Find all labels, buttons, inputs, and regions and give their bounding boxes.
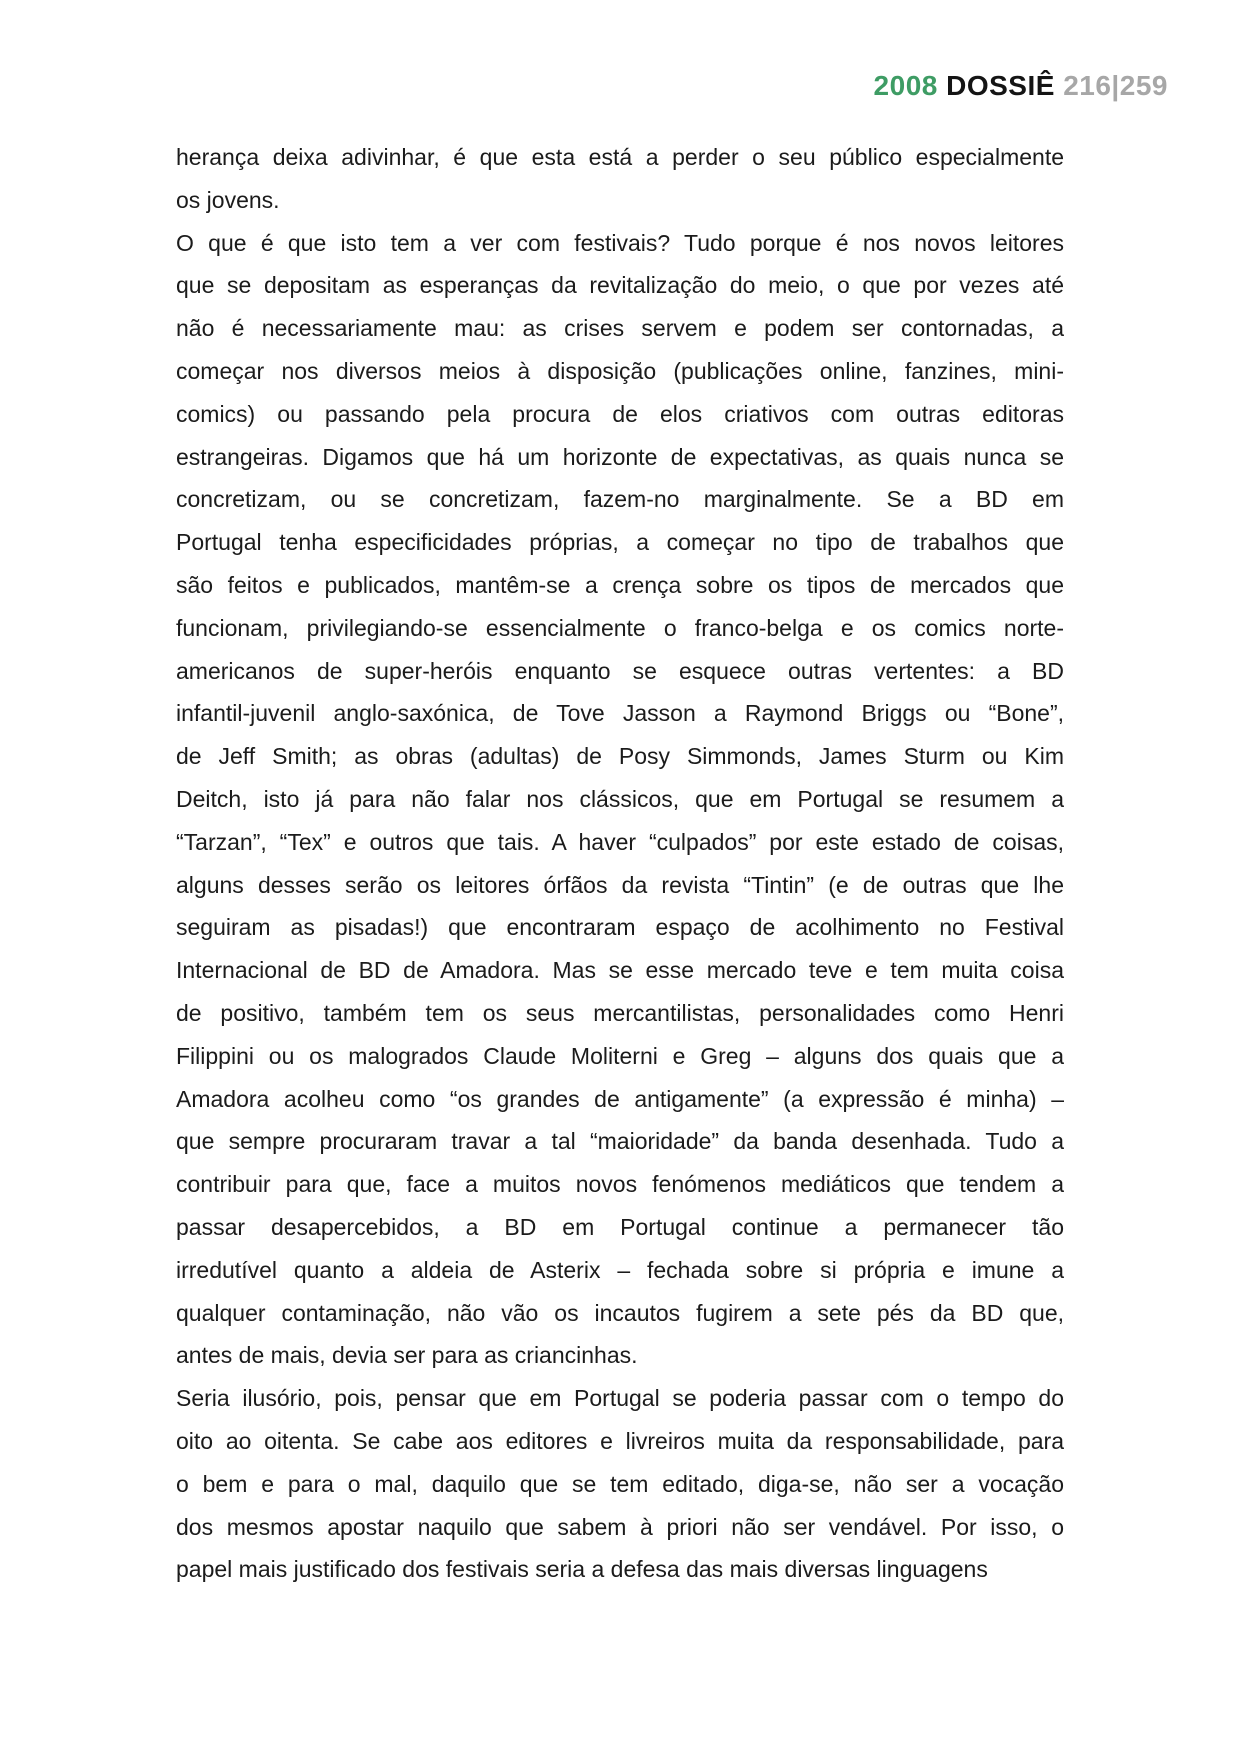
text-line: que se depositam as esperanças da revitalização do meio, o que por vezes até (176, 272, 1064, 299)
text-line: que sempre procuraram travar a tal “maioridade” da banda desenhada. Tudo a (176, 1128, 1064, 1155)
text-line: irredutível quanto a aldeia de Asterix – fechada sobre si própria e imune a (176, 1256, 1064, 1283)
text-line: contribuir para que, face a muitos novos fenómenos mediáticos que tendem a (176, 1171, 1064, 1198)
text-line: de positivo, também tem os seus mercantilistas, personalidades como Henri (176, 999, 1064, 1026)
text-line: qualquer contaminação, não vão os incautos fugirem a sete pés da BD que, (176, 1299, 1064, 1326)
text-line: concretizam, ou se concretizam, fazem-no marginalmente. Se a BD em (176, 486, 1064, 513)
text-line: o bem e para o mal, daquilo que se tem editado, diga-se, não ser a vocação (176, 1470, 1064, 1497)
text-line: “Tarzan”, “Tex” e outros que tais. A haver “culpados” por este estado de coisas, (176, 828, 1064, 855)
text-line: oito ao oitenta. Se cabe aos editores e livreiros muita da responsabilidade, para (176, 1427, 1064, 1454)
body-text (176, 136, 1064, 1591)
text-line: Amadora acolheu como “os grandes de antigamente” (a expressão é minha) – (176, 1085, 1064, 1112)
text-line: Portugal tenha especificidades próprias, a começar no tipo de trabalhos que (176, 529, 1064, 556)
text-line: de Jeff Smith; as obras (adultas) de Posy Simmonds, James Sturm ou Kim (176, 743, 1064, 770)
text-line: são feitos e publicados, mantêm-se a crença sobre os tipos de mercados que (176, 571, 1064, 598)
text-line: Internacional de BD de Amadora. Mas se esse mercado teve e tem muita coisa (176, 957, 1064, 984)
header-page-numbers: 216|259 (1063, 70, 1168, 101)
text-line: comics) ou passando pela procura de elos criativos com outras editoras (176, 400, 1064, 427)
text-line: começar nos diversos meios à disposição (publicações online, fanzines, mini- (176, 357, 1064, 384)
text-line: papel mais justificado dos festivais seria a defesa das mais diversas linguagens (176, 1556, 988, 1583)
text-line: os jovens. (176, 186, 280, 213)
text-line: americanos de super-heróis enquanto se esquece outras vertentes: a BD (176, 657, 1064, 684)
text-line: estrangeiras. Digamos que há um horizonte de expectativas, as quais nunca se (176, 443, 1064, 470)
text-line: infantil-juvenil anglo-saxónica, de Tove Jasson a Raymond Briggs ou “Bone”, (176, 700, 1064, 727)
text-line: Deitch, isto já para não falar nos clássicos, que em Portugal se resumem a (176, 785, 1064, 812)
text-line: seguiram as pisadas!) que encontraram espaço de acolhimento no Festival (176, 914, 1064, 941)
text-line: antes de mais, devia ser para as criancinhas. (176, 1342, 638, 1369)
text-line: passar desapercebidos, a BD em Portugal continue a permanecer tão (176, 1213, 1064, 1240)
text-line: não é necessariamente mau: as crises servem e podem ser contornadas, a (176, 315, 1064, 342)
page-header (874, 70, 1168, 102)
text-line: herança deixa adivinhar, é que esta está a perder o seu público especialmente (176, 144, 1064, 170)
text-line: alguns desses serão os leitores órfãos da revista “Tintin” (e de outras que lhe (176, 871, 1064, 898)
text-line: O que é que isto tem a ver com festivais? Tudo porque é nos novos leitores (176, 229, 1064, 256)
header-title: DOSSIÊ (946, 70, 1055, 101)
text-line: funcionam, privilegiando-se essencialmente o franco-belga e os comics norte- (176, 614, 1064, 641)
text-line: Seria ilusório, pois, pensar que em Portugal se poderia passar com o tempo do (176, 1385, 1064, 1412)
text-line: dos mesmos apostar naquilo que sabem à priori não ser vendável. Por isso, o (176, 1513, 1064, 1540)
text-line: Filippini ou os malogrados Claude Moliterni e Greg – alguns dos quais que a (176, 1042, 1064, 1069)
header-year: 2008 (873, 70, 938, 101)
